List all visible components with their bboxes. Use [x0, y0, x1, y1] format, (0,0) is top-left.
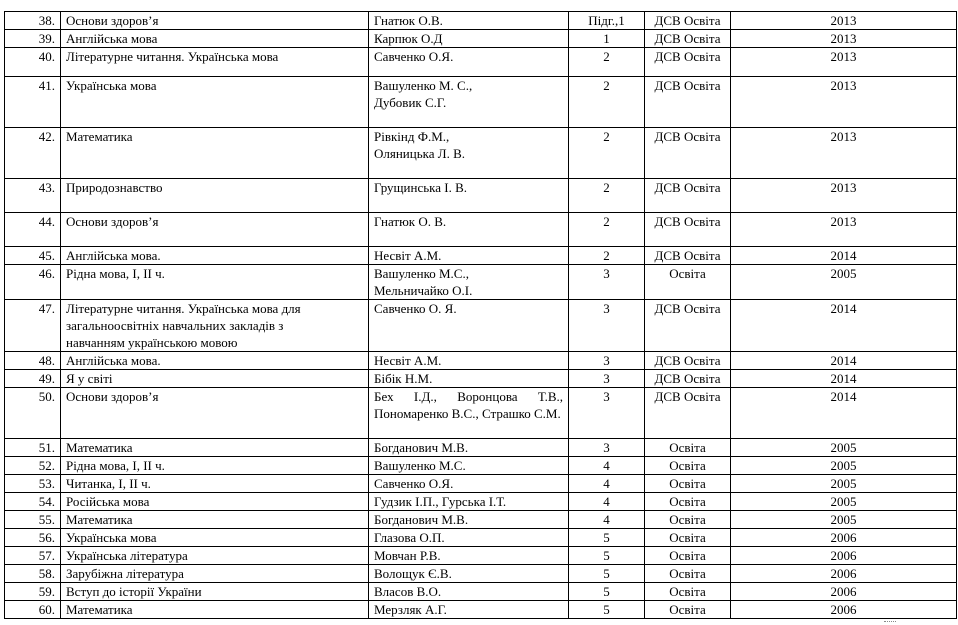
authors-cell: Богданович М.В. — [369, 439, 569, 457]
row-number: 51. — [5, 439, 61, 457]
grade-cell: 5 — [569, 601, 645, 619]
row-number: 43. — [5, 179, 61, 213]
table-row — [5, 511, 957, 529]
publisher-cell: Освіта — [645, 547, 731, 565]
grade-cell: Підг.,1 — [569, 12, 645, 30]
textbook-table — [4, 11, 957, 619]
publisher-cell: ДСВ Освіта — [645, 128, 731, 179]
row-number: 54. — [5, 493, 61, 511]
row-number: 38. — [5, 12, 61, 30]
publisher-cell: ДСВ Освіта — [645, 77, 731, 128]
table-row — [5, 300, 957, 352]
publisher-cell: ДСВ Освіта — [645, 370, 731, 388]
table-row — [5, 247, 957, 265]
authors-cell: Савченко О.Я. — [369, 48, 569, 77]
table-row — [5, 12, 957, 30]
grade-cell: 4 — [569, 475, 645, 493]
table-row — [5, 352, 957, 370]
table-row — [5, 48, 957, 77]
authors-cell: Несвіт А.М. — [369, 352, 569, 370]
year-cell: 2006 — [731, 547, 957, 565]
authors-cell: Мерзляк А.Г. — [369, 601, 569, 619]
row-number: 40. — [5, 48, 61, 77]
publisher-cell: Освіта — [645, 601, 731, 619]
authors-cell: Вашуленко М.С. — [369, 457, 569, 475]
publisher-cell: ДСВ Освіта — [645, 30, 731, 48]
table-row — [5, 213, 957, 247]
authors-cell: Савченко О.Я. — [369, 475, 569, 493]
grade-cell: 3 — [569, 300, 645, 352]
year-cell: 2014 — [731, 388, 957, 439]
table-row — [5, 529, 957, 547]
row-number: 58. — [5, 565, 61, 583]
publisher-cell: Освіта — [645, 457, 731, 475]
table-row — [5, 439, 957, 457]
subject-cell: Рідна мова, І, ІІ ч. — [61, 457, 369, 475]
year-cell: 2013 — [731, 179, 957, 213]
subject-cell: Математика — [61, 128, 369, 179]
year-cell: 2005 — [731, 457, 957, 475]
table-row — [5, 547, 957, 565]
page-footer-mark — [884, 621, 896, 625]
row-number: 42. — [5, 128, 61, 179]
row-number: 45. — [5, 247, 61, 265]
table-row — [5, 179, 957, 213]
publisher-cell: ДСВ Освіта — [645, 179, 731, 213]
table-row — [5, 475, 957, 493]
row-number: 59. — [5, 583, 61, 601]
year-cell: 2013 — [731, 30, 957, 48]
publisher-cell: Освіта — [645, 475, 731, 493]
year-cell: 2013 — [731, 77, 957, 128]
grade-cell: 5 — [569, 529, 645, 547]
publisher-cell: Освіта — [645, 511, 731, 529]
subject-cell: Літературне читання. Українська мова — [61, 48, 369, 77]
authors-cell: Мовчан Р.В. — [369, 547, 569, 565]
grade-cell: 2 — [569, 77, 645, 128]
publisher-cell: Освіта — [645, 439, 731, 457]
grade-cell: 4 — [569, 457, 645, 475]
publisher-cell: ДСВ Освіта — [645, 352, 731, 370]
table-row — [5, 370, 957, 388]
table-row — [5, 30, 957, 48]
year-cell: 2006 — [731, 529, 957, 547]
authors-cell: Рівкінд Ф.М., Оляницька Л. В. — [369, 128, 569, 179]
subject-cell: Рідна мова, І, ІІ ч. — [61, 265, 369, 300]
grade-cell: 3 — [569, 439, 645, 457]
grade-cell: 5 — [569, 547, 645, 565]
authors-cell: Карпюк О.Д — [369, 30, 569, 48]
row-number: 55. — [5, 511, 61, 529]
subject-cell: Основи здоров’я — [61, 12, 369, 30]
authors-cell: Власов В.О. — [369, 583, 569, 601]
table-row — [5, 601, 957, 619]
publisher-cell: ДСВ Освіта — [645, 48, 731, 77]
row-number: 50. — [5, 388, 61, 439]
publisher-cell: Освіта — [645, 265, 731, 300]
subject-cell: Природознавство — [61, 179, 369, 213]
authors-cell: Несвіт А.М. — [369, 247, 569, 265]
year-cell: 2005 — [731, 475, 957, 493]
subject-cell: Українська мова — [61, 529, 369, 547]
subject-cell: Зарубіжна література — [61, 565, 369, 583]
grade-cell: 2 — [569, 128, 645, 179]
subject-cell: Українська література — [61, 547, 369, 565]
publisher-cell: ДСВ Освіта — [645, 247, 731, 265]
publisher-cell: Освіта — [645, 493, 731, 511]
subject-cell: Англійська мова. — [61, 247, 369, 265]
year-cell: 2006 — [731, 601, 957, 619]
year-cell: 2006 — [731, 565, 957, 583]
subject-cell: Математика — [61, 511, 369, 529]
year-cell: 2005 — [731, 265, 957, 300]
grade-cell: 4 — [569, 493, 645, 511]
table-row — [5, 565, 957, 583]
row-number: 46. — [5, 265, 61, 300]
year-cell: 2005 — [731, 439, 957, 457]
year-cell: 2014 — [731, 370, 957, 388]
authors-cell: Волощук Є.В. — [369, 565, 569, 583]
row-number: 47. — [5, 300, 61, 352]
row-number: 52. — [5, 457, 61, 475]
row-number: 56. — [5, 529, 61, 547]
row-number: 49. — [5, 370, 61, 388]
subject-cell: Англійська мова — [61, 30, 369, 48]
publisher-cell: Освіта — [645, 565, 731, 583]
year-cell: 2005 — [731, 493, 957, 511]
grade-cell: 2 — [569, 179, 645, 213]
table-row — [5, 388, 957, 439]
row-number: 60. — [5, 601, 61, 619]
table-row — [5, 457, 957, 475]
grade-cell: 3 — [569, 265, 645, 300]
subject-cell: Англійська мова. — [61, 352, 369, 370]
year-cell: 2014 — [731, 300, 957, 352]
authors-cell: Вашуленко М.С., Мельничайко О.І. — [369, 265, 569, 300]
grade-cell: 2 — [569, 48, 645, 77]
year-cell: 2005 — [731, 511, 957, 529]
authors-cell: Гудзик І.П., Гурська І.Т. — [369, 493, 569, 511]
grade-cell: 3 — [569, 388, 645, 439]
subject-cell: Основи здоров’я — [61, 388, 369, 439]
grade-cell: 3 — [569, 370, 645, 388]
year-cell: 2014 — [731, 247, 957, 265]
subject-cell: Математика — [61, 601, 369, 619]
subject-cell: Літературне читання. Українська мова для загальноосвітніх навчальних закладів з навчанням українською мовою — [61, 300, 369, 352]
authors-cell: Савченко О. Я. — [369, 300, 569, 352]
subject-cell: Читанка, І, ІІ ч. — [61, 475, 369, 493]
subject-cell: Російська мова — [61, 493, 369, 511]
authors-cell: Богданович М.В. — [369, 511, 569, 529]
publisher-cell: ДСВ Освіта — [645, 12, 731, 30]
grade-cell: 3 — [569, 352, 645, 370]
year-cell: 2013 — [731, 12, 957, 30]
authors-cell: Глазова О.П. — [369, 529, 569, 547]
row-number: 41. — [5, 77, 61, 128]
year-cell: 2013 — [731, 128, 957, 179]
row-number: 53. — [5, 475, 61, 493]
publisher-cell: ДСВ Освіта — [645, 213, 731, 247]
table-row — [5, 77, 957, 128]
row-number: 48. — [5, 352, 61, 370]
grade-cell: 5 — [569, 583, 645, 601]
table-row — [5, 583, 957, 601]
year-cell: 2006 — [731, 583, 957, 601]
year-cell: 2014 — [731, 352, 957, 370]
table-row — [5, 265, 957, 300]
subject-cell: Основи здоров’я — [61, 213, 369, 247]
publisher-cell: Освіта — [645, 529, 731, 547]
table-row — [5, 493, 957, 511]
publisher-cell: ДСВ Освіта — [645, 300, 731, 352]
row-number: 39. — [5, 30, 61, 48]
authors-cell: Гнатюк О.В. — [369, 12, 569, 30]
subject-cell: Українська мова — [61, 77, 369, 128]
publisher-cell: ДСВ Освіта — [645, 388, 731, 439]
authors-cell: Бех І.Д., Воронцова Т.В., Пономаренко В.С., Страшко С.М. — [369, 388, 569, 439]
grade-cell: 4 — [569, 511, 645, 529]
grade-cell: 2 — [569, 247, 645, 265]
grade-cell: 2 — [569, 213, 645, 247]
publisher-cell: Освіта — [645, 583, 731, 601]
subject-cell: Вступ до історії України — [61, 583, 369, 601]
authors-cell: Бібік Н.М. — [369, 370, 569, 388]
subject-cell: Я у світі — [61, 370, 369, 388]
year-cell: 2013 — [731, 213, 957, 247]
row-number: 57. — [5, 547, 61, 565]
subject-cell: Математика — [61, 439, 369, 457]
authors-cell: Гнатюк О. В. — [369, 213, 569, 247]
year-cell: 2013 — [731, 48, 957, 77]
authors-cell: Грущинська І. В. — [369, 179, 569, 213]
authors-cell: Вашуленко М. С., Дубовик С.Г. — [369, 77, 569, 128]
row-number: 44. — [5, 213, 61, 247]
table-row — [5, 128, 957, 179]
grade-cell: 5 — [569, 565, 645, 583]
grade-cell: 1 — [569, 30, 645, 48]
